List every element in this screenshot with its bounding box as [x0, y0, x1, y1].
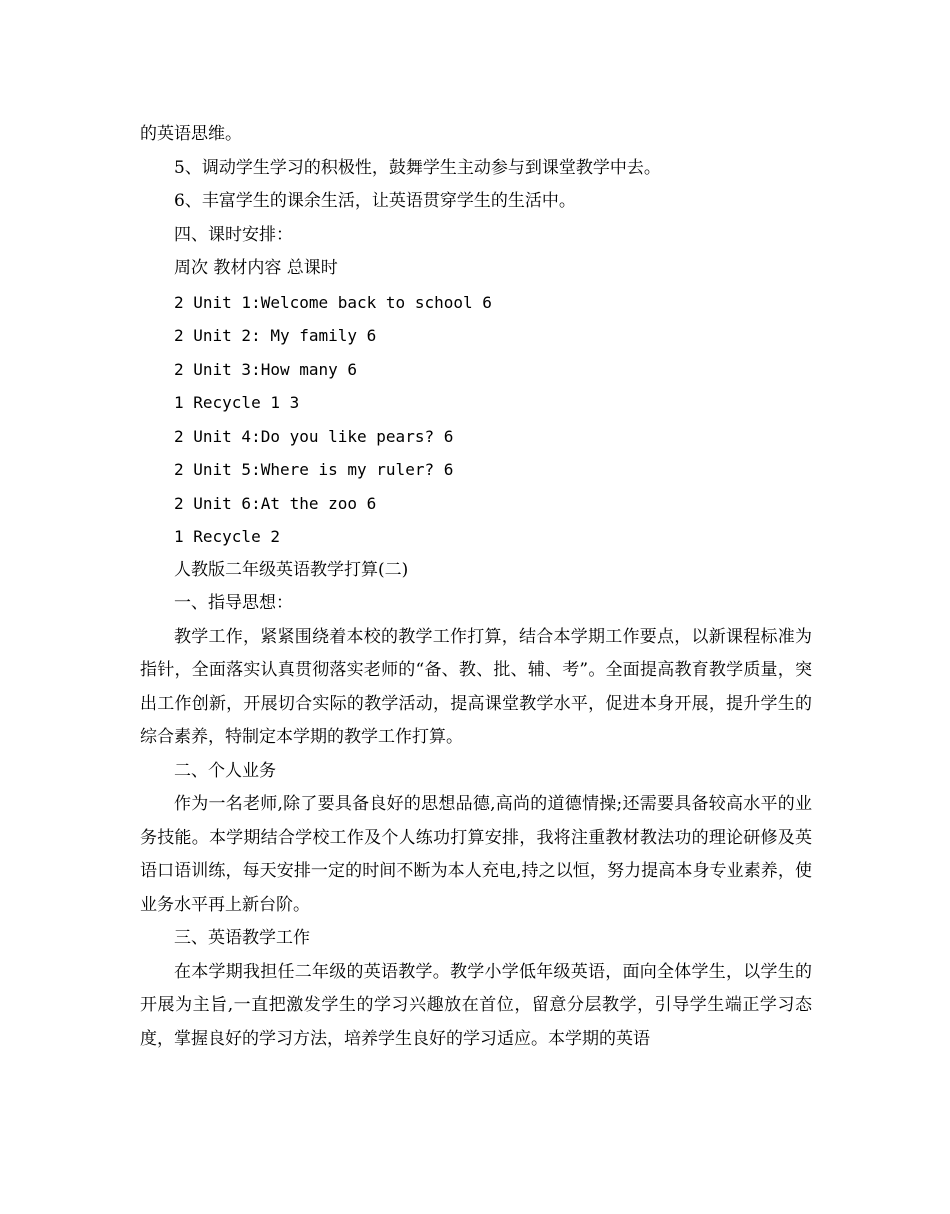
schedule-row: 1 Recycle 1 3	[174, 393, 300, 412]
heading-english-teaching: 三、英语教学工作	[174, 928, 310, 948]
text-line-goal-6: 6、丰富学生的课余生活，让英语贯穿学生的生活中。	[174, 191, 576, 211]
schedule-header: 周次 教材内容 总课时	[174, 258, 338, 278]
text-line-continuation: 的英语思维。	[140, 124, 242, 144]
schedule-row: 1 Recycle 2	[174, 527, 280, 546]
schedule-row: 2 Unit 4:Do you like pears? 6	[174, 426, 454, 446]
paragraph-personal-work: 作为一名老师,除了要具备良好的思想品德,高尚的道德情操;还需要具备较高水平的业务技能。本学期结合学校工作及个人练功打算安排，我将注重教材教法功的理论研修及英语口语训练，每天安排一定的时间不断为本人充电,持之以恒，努力提高本身专业素养，使业务水平再上新台阶。	[140, 794, 812, 915]
schedule-row: 2 Unit 5:Where is my ruler? 6	[174, 460, 454, 479]
schedule-row: 2 Unit 3:How many 6	[174, 359, 358, 379]
document-body	[140, 118, 812, 1056]
schedule-row: 2 Unit 1:Welcome back to school 6	[174, 292, 492, 312]
section-title: 人教版二年级英语教学打算(二)	[174, 559, 409, 580]
text-line-goal-5: 5、调动学生学习的积极性，鼓舞学生主动参与到课堂教学中去。	[174, 157, 661, 178]
heading-personal-work: 二、个人业务	[174, 760, 276, 781]
heading-guiding-ideology: 一、指导思想：	[174, 593, 293, 613]
heading-schedule: 四、课时安排：	[174, 224, 293, 245]
paragraph-english-teaching: 在本学期我担任二年级的英语教学。教学小学低年级英语，面向全体学生，以学生的开展为主旨,一直把激发学生的学习兴趣放在首位，留意分层教学，引导学生端正学习态度，掌握良好的学习方法，培养学生良好的学习适应。本学期的英语	[140, 961, 812, 1049]
paragraph-guiding-ideology: 教学工作，紧紧围绕着本校的教学工作打算，结合本学期工作要点，以新课程标准为指针，全面落实认真贯彻落实老师的“备、教、批、辅、考”。全面提高教育教学质量，突出工作创新，开展切合实际的教学活动，提高课堂教学水平，促进本身开展，提升学生的综合素养，特制定本学期的教学工作打算。	[140, 626, 812, 747]
schedule-row: 2 Unit 2: My family 6	[174, 326, 377, 345]
schedule-row: 2 Unit 6:At the zoo 6	[174, 493, 377, 513]
